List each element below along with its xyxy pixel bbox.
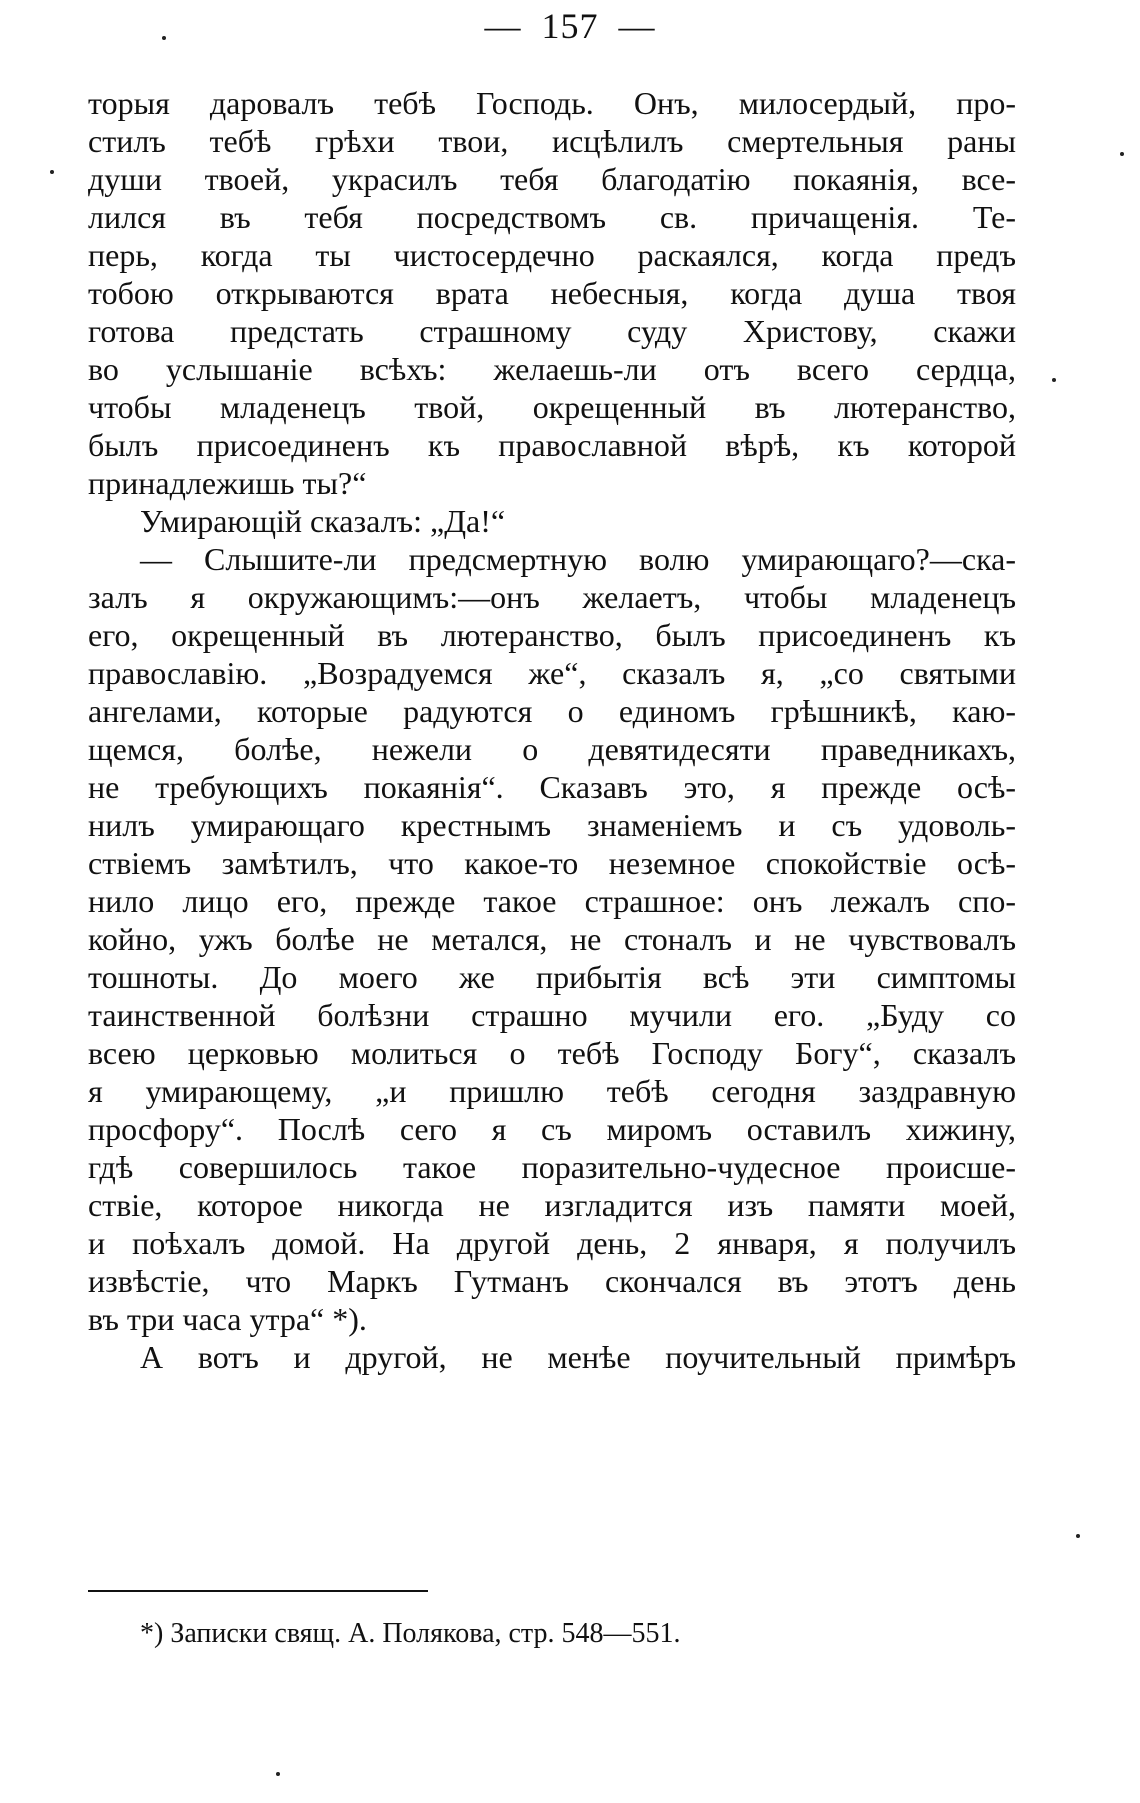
text-line: во услышаніе всѣхъ: желаешь-ли отъ всего сердца, [88,351,1016,387]
text-line: щемся, болѣе, нежели о девятидесяти праведникахъ, [88,731,1016,767]
text-line: залъ я окружающимъ:—онъ желаетъ, чтобы младенецъ [88,579,1016,615]
text-line: готова предстать страшному суду Христову, скажи [88,313,1016,349]
footnote: *) Записки свящ. А. Полякова, стр. 548—551. [140,1618,681,1649]
scan-speck [162,36,166,40]
text-line: перь, когда ты чистосердечно раскаялся, когда предъ [88,237,1016,273]
body-text [88,84,1016,1376]
text-line: всею церковью молиться о тебѣ Господу Богу“, сказалъ [88,1035,1016,1071]
text-line: и поѣхалъ домой. На другой день, 2 января, я получилъ [88,1225,1016,1261]
text-line: тобою открываются врата небесныя, когда душа твоя [88,275,1016,311]
text-line: я умирающему, „и пришлю тебѣ сегодня заздравную [88,1073,1016,1109]
page-number-dash-right: — [618,6,656,46]
text-line: ангелами, которые радуются о единомъ грѣшникѣ, каю- [88,693,1016,729]
text-line: гдѣ совершилось такое поразительно-чудесное происше- [88,1149,1016,1185]
scan-speck [1120,152,1124,156]
text-line: извѣстіе, что Маркъ Гутманъ скончался въ этотъ день [88,1263,1016,1299]
page-number-value: 157 [541,6,599,46]
text-line: принадлежишь ты?“ [88,465,367,501]
text-line: ствіемъ замѣтилъ, что какое-то неземное спокойствіе осѣ- [88,845,1016,881]
text-line: чтобы младенецъ твой, окрещенный въ лютеранство, [88,389,1016,425]
text-line: А вотъ и другой, не менѣе поучительный примѣръ [140,1339,1016,1375]
text-line: таинственной болѣзни страшно мучили его. „Буду со [88,997,1016,1033]
text-line: православію. „Возрадуемся же“, сказалъ я, „со святыми [88,655,1016,691]
scan-speck [1052,378,1056,382]
page-number [0,2,1140,50]
text-line: души твоей, украсилъ тебя благодатію покаянія, все- [88,161,1016,197]
text-line: стилъ тебѣ грѣхи твои, исцѣлилъ смертельныя раны [88,123,1016,159]
text-line: былъ присоединенъ къ православной вѣрѣ, къ которой [88,427,1016,463]
text-line: Умирающій сказалъ: „Да!“ [140,503,506,539]
footnote-rule [88,1590,428,1592]
text-line: тошноты. До моего же прибытія всѣ эти симптомы [88,959,1016,995]
text-line: — Слышите-ли предсмертную волю умирающаго?—ска- [140,541,1016,577]
text-line: лился въ тебя посредствомъ св. причащенія. Те- [88,199,1016,235]
scan-speck [276,1772,280,1776]
scan-speck [50,170,54,174]
scan-speck [1076,1534,1080,1538]
text-line: нило лицо его, прежде такое страшное: онъ лежалъ спо- [88,883,1016,919]
text-line: торыя даровалъ тебѣ Господь. Онъ, милосердый, про- [88,85,1016,121]
page-number-dash-left: — [484,6,522,46]
text-line: койно, ужъ болѣе не метался, не стоналъ и не чувствовалъ [88,921,1016,957]
text-line: просфору“. Послѣ сего я съ миромъ оставилъ хижину, [88,1111,1016,1147]
text-line: его, окрещенный въ лютеранство, былъ присоединенъ къ [88,617,1016,653]
text-line: не требующихъ покаянія“. Сказавъ это, я прежде осѣ- [88,769,1016,805]
text-line: ствіе, которое никогда не изгладится изъ памяти моей, [88,1187,1016,1223]
text-line: въ три часа утра“ *). [88,1301,367,1337]
text-line: нилъ умирающаго крестнымъ знаменіемъ и съ удоволь- [88,807,1016,843]
